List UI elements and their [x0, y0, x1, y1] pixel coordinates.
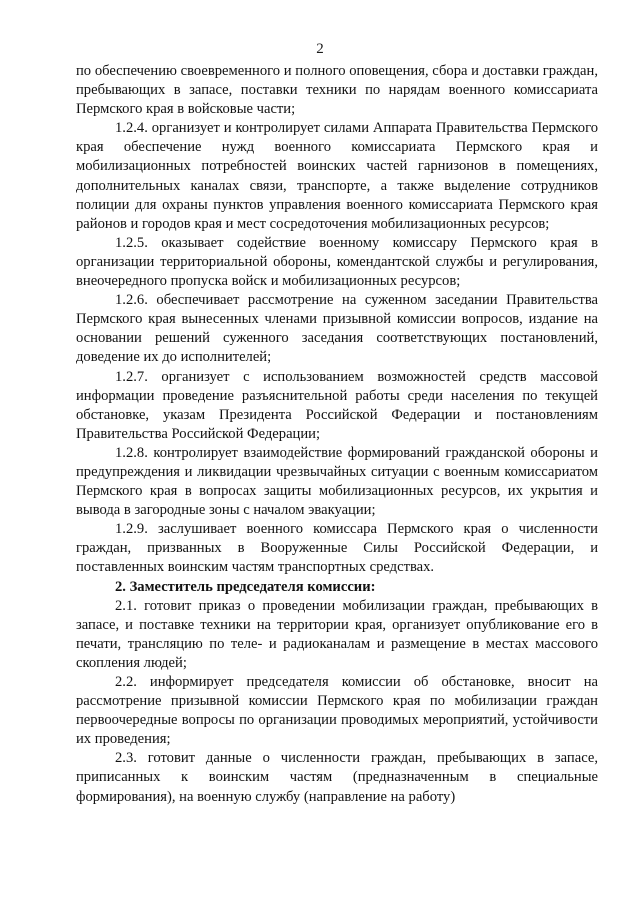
paragraph-2-3: 2.3. готовит данные о численности граждан, пребывающих в запасе, приписанных к воинским частям (предназначенным в специальные формирования), на военную службу (направление на работу): [76, 750, 598, 805]
paragraph-1-2-5: 1.2.5. оказывает содействие военному комиссару Пермского края в организации территориальной обороны, комендантской службы и регулирования, внеочередного пропуска войск и мобилизационных ресурсов;: [76, 234, 598, 290]
paragraph-2-2: 2.2. информирует председателя комиссии об обстановке, вносит на рассмотрение призывной комиссии Пермского края по мобилизации граждан первоочередные вопросы по организации проводимых мероприятий, устойчивости их проведения;: [76, 674, 598, 748]
paragraph-1-2-9: 1.2.9. заслушивает военного комиссара Пермского края о численности граждан, призванных в Вооруженные Силы Российской Федерации, и поставленных воинским частям транспортных средствах.: [76, 521, 598, 576]
paragraph-2-1: 2.1. готовит приказ о проведении мобилизации граждан, пребывающих в запасе, и поставке техники на территории края, организует опубликование его в печати, трансляцию по теле- и радиоканалам и размещение в местах массового скопления людей;: [76, 597, 598, 671]
page-number: 2: [316, 41, 324, 57]
paragraph-continuation: по обеспечению своевременного и полного оповещения, сбора и доставки граждан, пребывающих в запасе, поставки техники по нарядам военного комиссариата Пермского края в войсковые части;: [76, 63, 598, 118]
paragraph-1-2-7: 1.2.7. организует с использованием возможностей средств массовой информации проведение разъяснительной работы среди населения по текущей обстановке, указам Президента Российской Федерации и постановлениям Правительства Российской Федерации;: [76, 368, 598, 442]
document-body: [76, 62, 598, 807]
section-heading-deputy-chairman: 2. Заместитель председателя комиссии:: [115, 578, 376, 595]
paragraph-1-2-4: 1.2.4. организует и контролирует силами Аппарата Правительства Пермского края обеспечение нужд военного комиссариата Пермского края и мобилизационных потребностей воинских частей гарнизонов в помещениях, дополнительных каналах связи, транспорте, а также выделение сотрудников полиции для охраны пунктов управления военного комиссариата Пермского края районов и городов края и мест сосредоточения мобилизационных ресурсов;: [76, 120, 598, 232]
paragraph-1-2-8: 1.2.8. контролирует взаимодействие формирований гражданской обороны и предупреждения и ликвидации чрезвычайных ситуации с военным комиссариатом Пермского края в вопросах защиты мобилизационных ресурсов, их укрытия и вывода в загородные зоны с началом эвакуации;: [76, 444, 598, 519]
paragraph-1-2-6: 1.2.6. обеспечивает рассмотрение на суженном заседании Правительства Пермского края вынесенных членами призывной комиссии вопросов, издание на основании решений суженного заседания соответствующих постановлений, доведение их до исполнителей;: [76, 292, 598, 366]
